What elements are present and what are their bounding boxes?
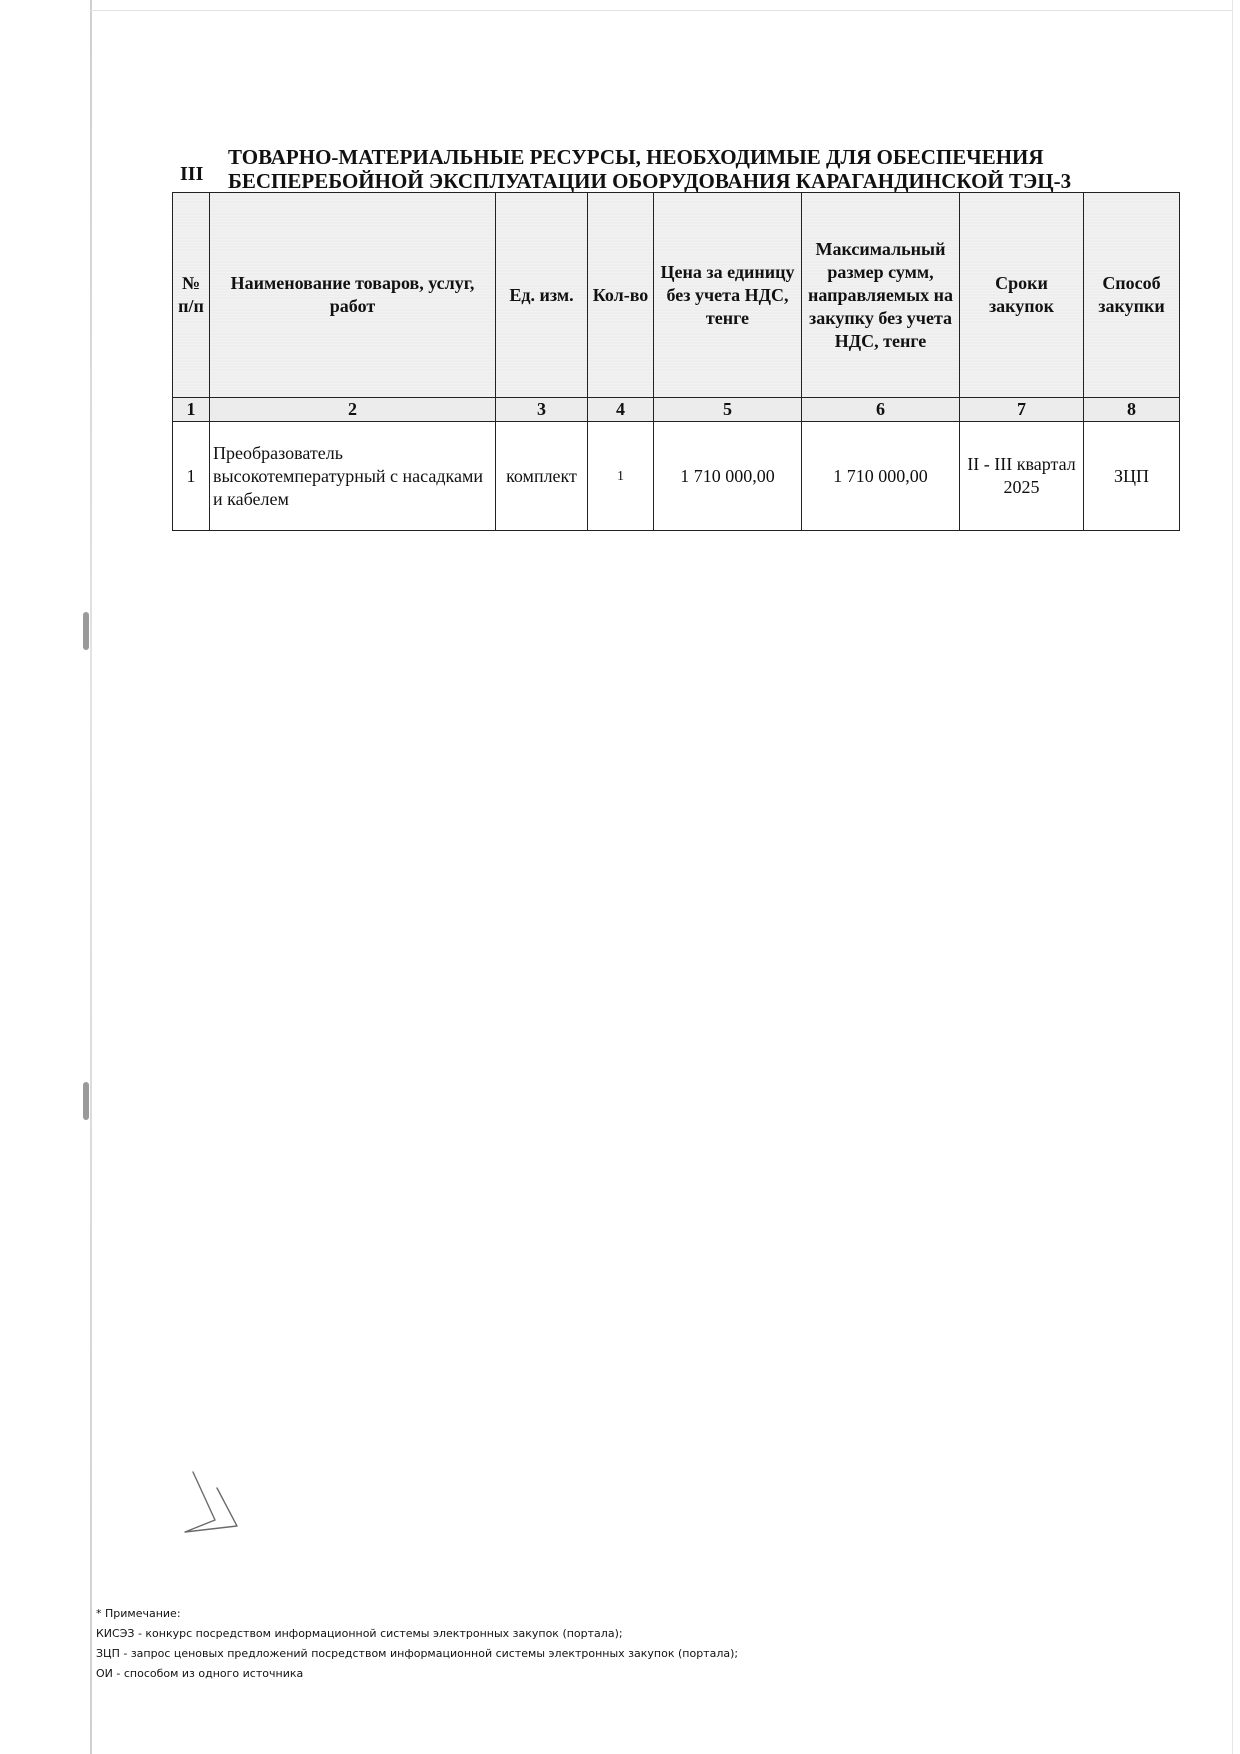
header-cell-num: № п/п — [173, 193, 210, 398]
footnote-line: ЗЦП - запрос ценовых предложений посредством информационной системы электронных закупок (портала); — [96, 1647, 739, 1660]
scan-edge-top — [90, 10, 1232, 11]
header-cell-qty: Кол-во — [588, 193, 654, 398]
header-cell-unit: Ед. изм. — [496, 193, 588, 398]
section-title: ТОВАРНО-МАТЕРИАЛЬНЫЕ РЕСУРСЫ, НЕОБХОДИМЫЕ ДЛЯ ОБЕСПЕЧЕНИЯ БЕСПЕРЕБОЙНОЙ ЭКСПЛУАТАЦИИ ОБОРУДОВАНИЯ КАРАГАНДИНСКОЙ ТЭЦ-3 — [228, 145, 1072, 193]
row-qty: 1 — [588, 422, 654, 531]
column-number-row — [173, 398, 1180, 422]
header-cell-max-amount: Максимальный размер сумм, направляемых на закупку без учета НДС, тенге — [802, 193, 960, 398]
section-number: III — [180, 163, 204, 185]
column-number: 8 — [1084, 398, 1180, 422]
row-item-name: Преобразователь высокотемпературный с насадками и кабелем — [210, 422, 496, 531]
footnote — [96, 1604, 738, 1684]
signature-mark — [175, 1468, 255, 1538]
column-number: 6 — [802, 398, 960, 422]
binder-hole-top — [83, 612, 89, 650]
header-cell-method: Способ закупки — [1084, 193, 1180, 398]
column-number: 1 — [173, 398, 210, 422]
scan-edge-right — [1232, 0, 1233, 1754]
row-price: 1 710 000,00 — [654, 422, 802, 531]
binder-hole-bottom — [83, 1082, 89, 1120]
row-period: II - III квартал 2025 — [960, 422, 1084, 531]
column-number: 2 — [210, 398, 496, 422]
header-cell-price: Цена за единицу без учета НДС, тенге — [654, 193, 802, 398]
header-cell-period: Сроки закупок — [960, 193, 1084, 398]
column-number: 5 — [654, 398, 802, 422]
table-row — [173, 422, 1180, 531]
header-cell-name: Наименование товаров, услуг, работ — [210, 193, 496, 398]
column-number: 7 — [960, 398, 1084, 422]
row-method: ЗЦП — [1084, 422, 1180, 531]
row-max-amount: 1 710 000,00 — [802, 422, 960, 531]
column-number: 4 — [588, 398, 654, 422]
row-unit: комплект — [496, 422, 588, 531]
row-num: 1 — [173, 422, 210, 531]
procurement-table — [172, 192, 1180, 531]
footnote-line: ОИ - способом из одного источника — [96, 1667, 304, 1680]
table-header-row — [173, 193, 1180, 398]
column-number: 3 — [496, 398, 588, 422]
footnote-title: * Примечание: — [96, 1607, 181, 1620]
footnote-line: КИСЭЗ - конкурс посредством информационной системы электронных закупок (портала); — [96, 1627, 623, 1640]
scan-edge-left — [90, 0, 92, 1754]
